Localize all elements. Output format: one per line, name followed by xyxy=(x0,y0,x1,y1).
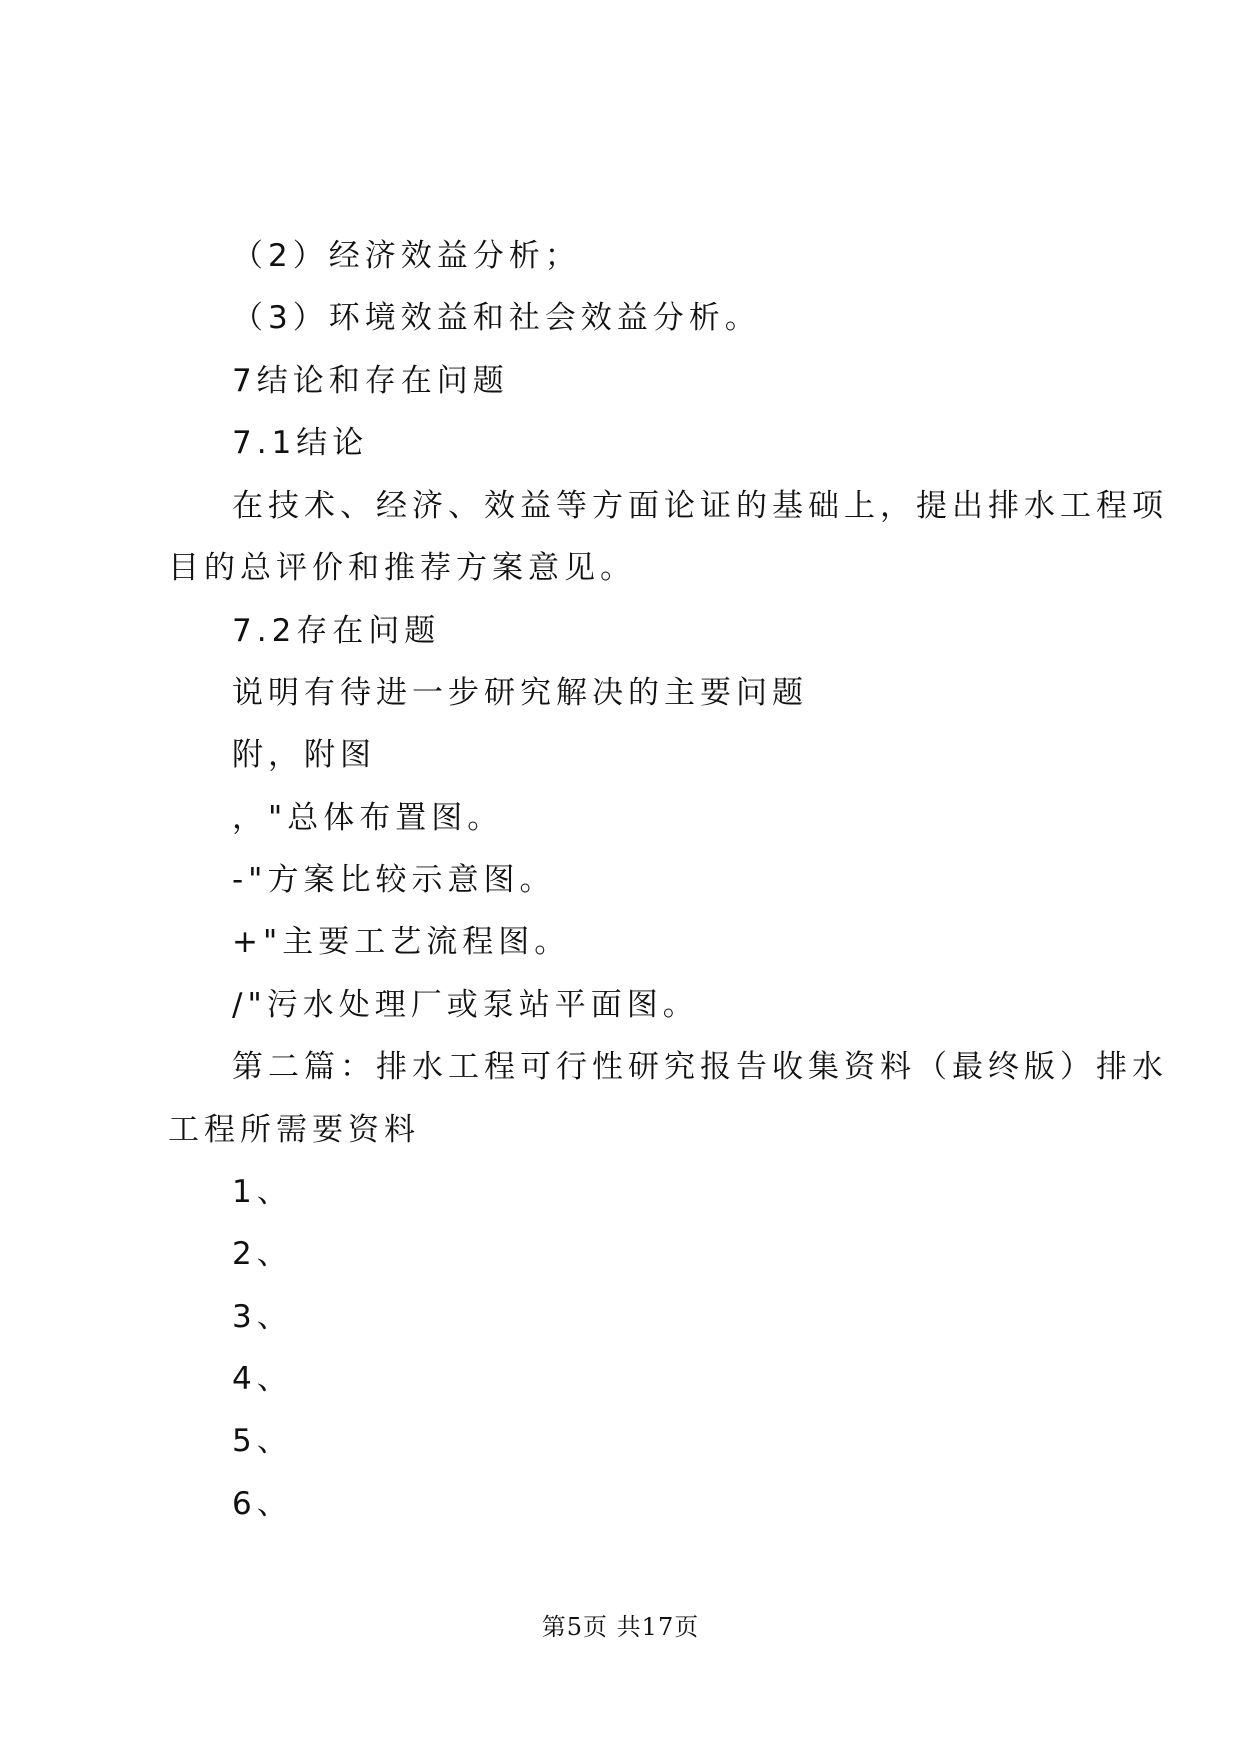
appendix-item: +"主要工艺流程图。 xyxy=(232,924,571,960)
paragraph-line: 目的总评价和推荐方案意见。 xyxy=(168,550,636,586)
appendix-item: /"污水处理厂或泵站平面图。 xyxy=(232,987,699,1023)
list-item: 1、 xyxy=(232,1174,293,1210)
page-number-footer: 第5页 共17页 xyxy=(541,1613,700,1641)
section-heading-7-2: 7.2存在问题 xyxy=(232,613,441,649)
list-item: 3、 xyxy=(232,1299,293,1335)
list-item: 4、 xyxy=(232,1361,293,1397)
list-item: 6、 xyxy=(232,1486,293,1522)
section-heading-7-1: 7.1结论 xyxy=(232,425,369,461)
chapter-heading-continued: 工程所需要资料 xyxy=(168,1112,420,1148)
appendix-item: ，"总体布置图。 xyxy=(232,800,504,836)
chapter-heading: 第二篇：排水工程可行性研究报告收集资料（最终版）排水 xyxy=(232,1049,1168,1085)
list-item: 2、 xyxy=(232,1236,293,1272)
appendix-heading: 附，附图 xyxy=(232,737,376,773)
appendix-item: -"方案比较示意图。 xyxy=(232,862,556,898)
text-line-item-2: （2）经济效益分析； xyxy=(232,238,581,274)
list-item: 5、 xyxy=(232,1423,293,1459)
section-heading-7: 7结论和存在问题 xyxy=(232,363,509,399)
paragraph-line: 说明有待进一步研究解决的主要问题 xyxy=(232,675,808,711)
paragraph-line: 在技术、经济、效益等方面论证的基础上，提出排水工程项 xyxy=(232,488,1168,524)
text-line-item-3: （3）环境效益和社会效益分析。 xyxy=(232,300,761,336)
